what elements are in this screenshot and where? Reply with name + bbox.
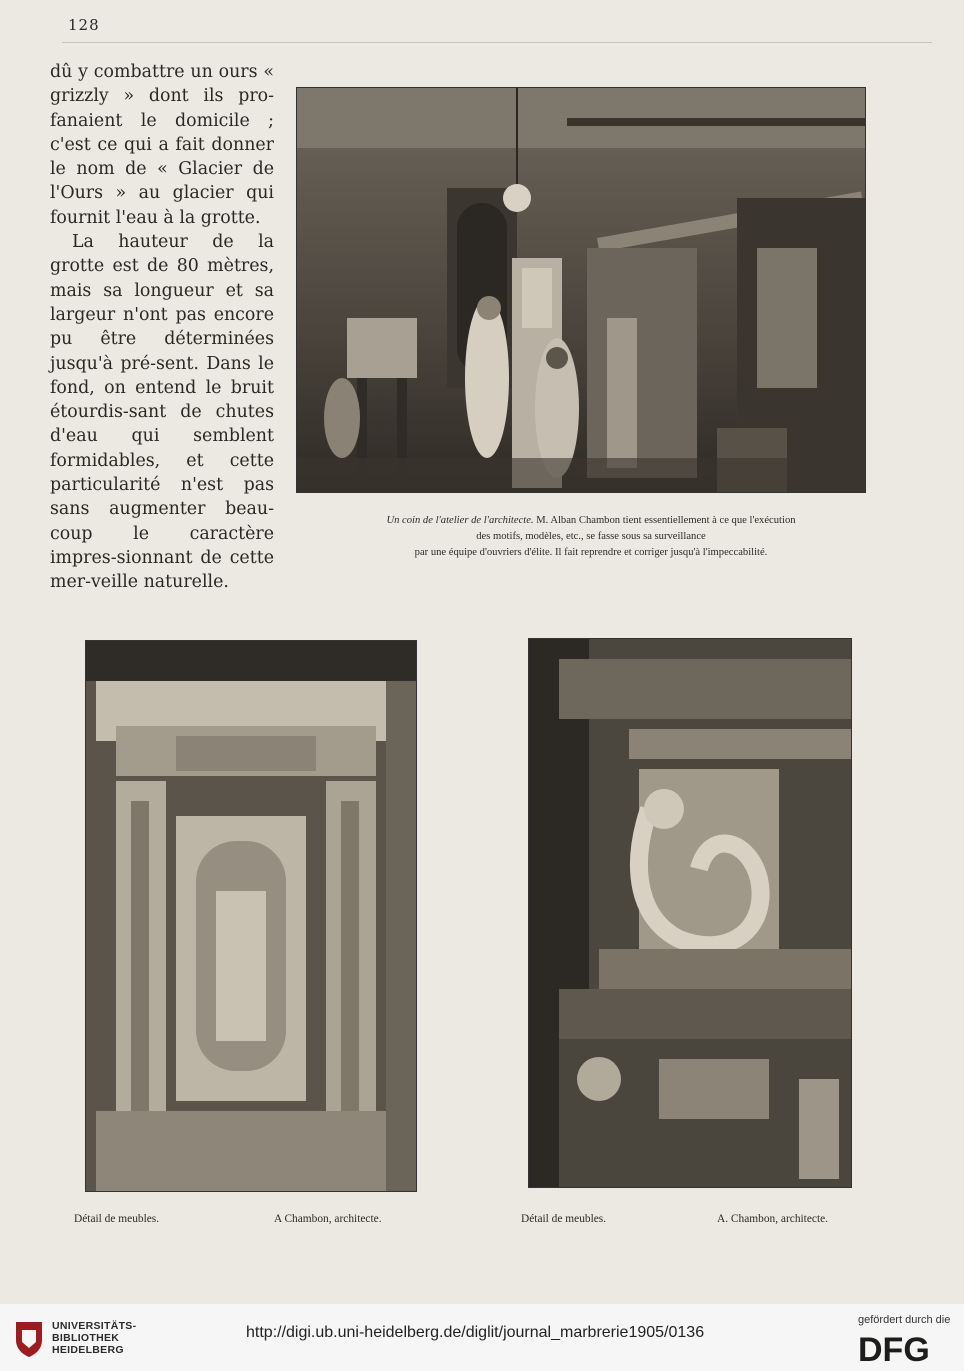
furniture-detail-photo-left [85,640,417,1192]
library-name [52,1320,136,1356]
paragraph-2: La hauteur de la grotte est de 80 mètres, mais sa longueur et sa largeur n'ont pas encore pu être déterminées jusqu'à pré-sent. Dans le fond, on entend le bruit étourdis-sant de chutes d'eau qui semblent formidables, et cette particularité n'est pas sans augmenter beau-coup le caractère impres-sionnant de cette mer-veille naturelle. [50,232,274,593]
caption-title: Un coin de l'atelier de l'architecte. [386,515,534,526]
furniture-detail-photo-right [528,638,852,1188]
library-name-line-2: BIBLIOTHEK [52,1332,120,1344]
right-photo-caption-label: Détail de meubles. [521,1213,607,1225]
digital-library-footer [0,1304,964,1371]
workshop-photo [296,87,866,493]
dfg-logo-text: DFG [858,1331,930,1366]
heidelberg-library-logo-icon [12,1318,46,1358]
dfg-logo-icon [858,1330,952,1366]
left-photo-caption-credit: A Chambon, architecte. [274,1213,382,1225]
library-name-line-3: HEIDELBERG [52,1344,124,1356]
right-photo-caption-credit: A. Chambon, architecte. [717,1213,829,1225]
caption-line-2: des motifs, modèles, etc., se fasse sous sa surveillance [476,531,706,542]
permalink-url[interactable]: http://digi.ub.uni-heidelberg.de/diglit/journal_marbrerie1905/0136 [246,1324,705,1341]
caption-line-3: par une équipe d'ouvriers d'élite. Il fait reprendre et corriger jusqu'à l'impeccabilité. [414,547,768,558]
caption-line-1-text: M. Alban Chambon tient essentiellement à ce que l'exécution [533,515,796,526]
left-photo-caption-label: Détail de meubles. [74,1213,160,1225]
library-name-line-1: UNIVERSITÄTS- [52,1320,137,1332]
workshop-photo-caption [296,513,886,561]
page-number: 128 [68,16,100,34]
header-rule [62,42,932,43]
article-text-column [50,60,274,595]
funding-label: gefördert durch die [858,1314,951,1326]
paragraph-1: dû y combattre un ours « grizzly » dont ils pro-fanaient le domicile ; c'est ce qui a fait donner le nom de « Glacier de l'Ours » au glacier qui fournit l'eau à la grotte. [50,62,274,228]
caption-line-1 [296,513,886,529]
